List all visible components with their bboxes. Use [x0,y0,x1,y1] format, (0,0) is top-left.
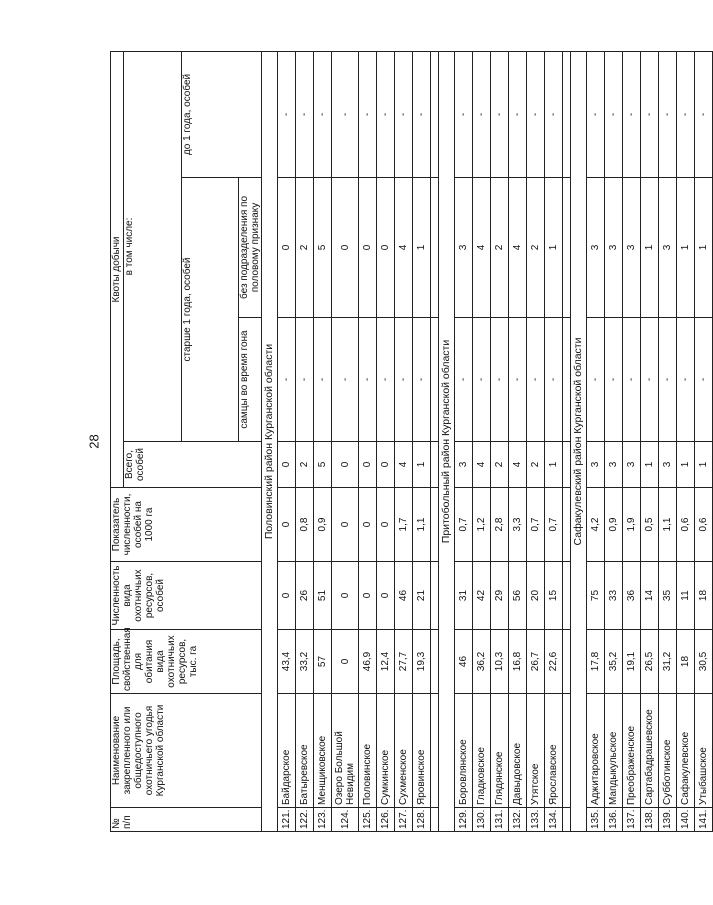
hunting-ground-name: Батыревское [296,694,314,808]
quota-table [110,51,713,832]
header-num: № п/п [111,808,262,832]
hunting-ground-name: Сумкинское [377,694,395,808]
population-cell: 75 [587,562,605,630]
under1-cell: - [332,51,359,177]
population-cell: 31 [455,562,473,630]
under1-cell: - [641,51,659,177]
males-rut-cell: - [332,318,359,442]
under1-cell: - [491,51,509,177]
table-row [545,51,563,831]
header-name: Наименование закрепленного или общедоступного охотничьего угодья Курганской области [111,694,262,808]
males-rut-cell: - [377,318,395,442]
density-cell: 0,7 [455,488,473,562]
total-quota-cell: 3 [455,442,473,488]
no-sex-cell: 4 [473,178,491,318]
row-number: 129. [455,808,473,832]
hunting-ground-name: Менщиковское [314,694,332,808]
district-title: Половинский район Курганской области [262,51,278,831]
total-quota-cell: 1 [695,442,713,488]
table-container [110,52,709,832]
total-quota-cell: 1 [545,442,563,488]
gap-cell [431,51,439,177]
row-number: 128. [413,808,431,832]
row-number: 137. [623,808,641,832]
no-sex-cell: 1 [641,178,659,318]
density-cell: 0 [359,488,377,562]
table-row [659,51,677,831]
no-sex-cell: 1 [545,178,563,318]
under1-cell: - [473,51,491,177]
gap-cell [563,318,571,442]
under1-cell: - [677,51,695,177]
gap-cell [563,562,571,630]
males-rut-cell: - [605,318,623,442]
gap-cell [431,318,439,442]
table-row [473,51,491,831]
no-sex-cell: 0 [359,178,377,318]
density-cell: 4,2 [587,488,605,562]
table-header [111,51,262,831]
table-row [377,51,395,831]
page-number: 28 [86,434,102,449]
table-row [527,51,545,831]
area-cell: 46 [455,630,473,694]
population-cell: 0 [359,562,377,630]
gap-cell [431,694,439,808]
row-number: 140. [677,808,695,832]
no-sex-cell: 2 [527,178,545,318]
total-quota-cell: 4 [395,442,413,488]
hunting-ground-name: Гладковское [473,694,491,808]
population-cell: 0 [332,562,359,630]
table-row [623,51,641,831]
hunting-ground-name: Половинское [359,694,377,808]
density-cell: 0,6 [695,488,713,562]
gap-cell [563,488,571,562]
males-rut-cell: - [314,318,332,442]
table-row [587,51,605,831]
under1-cell: - [527,51,545,177]
section-gap [563,51,571,831]
area-cell: 0 [332,630,359,694]
males-rut-cell: - [587,318,605,442]
row-number: 126. [377,808,395,832]
population-cell: 42 [473,562,491,630]
section-gap [431,51,439,831]
rotated-table-area [110,52,709,832]
population-cell: 29 [491,562,509,630]
table-row [695,51,713,831]
no-sex-cell: 0 [278,178,296,318]
males-rut-cell: - [677,318,695,442]
males-rut-cell: - [296,318,314,442]
total-quota-cell: 3 [587,442,605,488]
table-row [641,51,659,831]
population-cell: 33 [605,562,623,630]
header-area: Площадь, свойственная для обитания вида охотничьих ресурсов, тыс. га [111,630,262,694]
hunting-ground-name: Аджитаровское [587,694,605,808]
hunting-ground-name: Озеро Большой Невидим [332,694,359,808]
population-cell: 26 [296,562,314,630]
header-no-sex: без подразделения по половому признаку [239,178,262,318]
hunting-ground-name: Давыдовское [509,694,527,808]
table-row [314,51,332,831]
under1-cell: - [296,51,314,177]
population-cell: 21 [413,562,431,630]
total-quota-cell: 1 [641,442,659,488]
header-population: Численность вида охотничьих ресурсов, особей [111,562,262,630]
density-cell: 1,1 [659,488,677,562]
area-cell: 43,4 [278,630,296,694]
under1-cell: - [314,51,332,177]
area-cell: 18 [677,630,695,694]
density-cell: 1,1 [413,488,431,562]
district-title: Сафакулевский район Курганской области [571,51,587,831]
hunting-ground-name: Сухменское [395,694,413,808]
gap-cell [563,442,571,488]
table-row [332,51,359,831]
males-rut-cell: - [455,318,473,442]
row-number: 132. [509,808,527,832]
total-quota-cell: 1 [677,442,695,488]
total-quota-cell: 2 [527,442,545,488]
no-sex-cell: 3 [659,178,677,318]
row-number: 141. [695,808,713,832]
no-sex-cell: 3 [455,178,473,318]
total-quota-cell: 3 [605,442,623,488]
no-sex-cell: 3 [605,178,623,318]
males-rut-cell: - [509,318,527,442]
total-quota-cell: 3 [659,442,677,488]
density-cell: 3,3 [509,488,527,562]
density-cell: 0,8 [296,488,314,562]
population-cell: 15 [545,562,563,630]
population-cell: 46 [395,562,413,630]
district-title: Притобольный район Курганской области [439,51,455,831]
population-cell: 18 [695,562,713,630]
no-sex-cell: 5 [314,178,332,318]
under1-cell: - [278,51,296,177]
total-quota-cell: 0 [359,442,377,488]
density-cell: 0,5 [641,488,659,562]
total-quota-cell: 0 [377,442,395,488]
population-cell: 11 [677,562,695,630]
hunting-ground-name: Ярославское [545,694,563,808]
table-row [605,51,623,831]
total-quota-cell: 4 [509,442,527,488]
hunting-ground-name: Яровинское [413,694,431,808]
gap-cell [431,630,439,694]
under1-cell: - [455,51,473,177]
row-number: 123. [314,808,332,832]
hunting-ground-name: Утыбашское [695,694,713,808]
males-rut-cell: - [623,318,641,442]
area-cell: 26,5 [641,630,659,694]
population-cell: 0 [377,562,395,630]
hunting-ground-name: Утятское [527,694,545,808]
hunting-ground-name: Сафакулевское [677,694,695,808]
density-cell: 1,2 [473,488,491,562]
under1-cell: - [587,51,605,177]
males-rut-cell: - [359,318,377,442]
population-cell: 56 [509,562,527,630]
table-row [278,51,296,831]
gap-cell [431,562,439,630]
row-number: 127. [395,808,413,832]
row-number: 135. [587,808,605,832]
hunting-ground-name: Сартабадрашевское [641,694,659,808]
no-sex-cell: 2 [491,178,509,318]
under1-cell: - [377,51,395,177]
area-cell: 26,7 [527,630,545,694]
row-number: 136. [605,808,623,832]
gap-cell [431,442,439,488]
row-number: 121. [278,808,296,832]
table-row [509,51,527,831]
males-rut-cell: - [491,318,509,442]
row-number: 134. [545,808,563,832]
males-rut-cell: - [695,318,713,442]
under1-cell: - [413,51,431,177]
table-row [677,51,695,831]
row-number: 124. [332,808,359,832]
density-cell: 0,7 [527,488,545,562]
density-cell: 0 [278,488,296,562]
population-cell: 0 [278,562,296,630]
gap-cell [563,808,571,832]
density-cell: 0 [377,488,395,562]
gap-cell [431,178,439,318]
population-cell: 14 [641,562,659,630]
hunting-ground-name: Субботинское [659,694,677,808]
area-cell: 36,2 [473,630,491,694]
header-including: в том числе: [124,51,182,441]
no-sex-cell: 2 [296,178,314,318]
under1-cell: - [623,51,641,177]
density-cell: 0,9 [605,488,623,562]
density-cell: 1,9 [623,488,641,562]
hunting-ground-name: Глядянское [491,694,509,808]
table-row [455,51,473,831]
header-total: Всего, особей [124,442,262,488]
total-quota-cell: 1 [413,442,431,488]
gap-cell [563,630,571,694]
males-rut-cell: - [641,318,659,442]
row-number: 122. [296,808,314,832]
density-cell: 2,8 [491,488,509,562]
no-sex-cell: 3 [623,178,641,318]
gap-cell [431,488,439,562]
row-number: 133. [527,808,545,832]
males-rut-cell: - [545,318,563,442]
under1-cell: - [695,51,713,177]
no-sex-cell: 1 [413,178,431,318]
total-quota-cell: 5 [314,442,332,488]
area-cell: 27,7 [395,630,413,694]
gap-cell [431,808,439,832]
under1-cell: - [605,51,623,177]
header-males-rut: самцы во время гона [239,318,262,442]
hunting-ground-name: Преображенское [623,694,641,808]
population-cell: 36 [623,562,641,630]
header-under1: до 1 года, особей [181,51,262,177]
area-cell: 19,1 [623,630,641,694]
density-cell: 0,9 [314,488,332,562]
density-cell: 0,7 [545,488,563,562]
area-cell: 30,5 [695,630,713,694]
no-sex-cell: 0 [332,178,359,318]
table-body [262,51,713,831]
density-cell: 0 [332,488,359,562]
under1-cell: - [659,51,677,177]
no-sex-cell: 3 [587,178,605,318]
row-number: 139. [659,808,677,832]
under1-cell: - [395,51,413,177]
under1-cell: - [509,51,527,177]
density-cell: 0,6 [677,488,695,562]
area-cell: 10,3 [491,630,509,694]
header-older1: старше 1 года, особей [181,178,239,442]
total-quota-cell: 0 [332,442,359,488]
total-quota-cell: 2 [296,442,314,488]
gap-cell [563,694,571,808]
hunting-ground-name: Боровлянское [455,694,473,808]
hunting-ground-name: Байдарское [278,694,296,808]
district-row [571,51,587,831]
header-density: Показатель численности, особей на 1000 га [111,488,262,562]
males-rut-cell: - [278,318,296,442]
population-cell: 35 [659,562,677,630]
hunting-ground-name: Мапдыкульское [605,694,623,808]
males-rut-cell: - [413,318,431,442]
area-cell: 35,2 [605,630,623,694]
area-cell: 17,8 [587,630,605,694]
total-quota-cell: 0 [278,442,296,488]
under1-cell: - [545,51,563,177]
area-cell: 12,4 [377,630,395,694]
row-number: 130. [473,808,491,832]
males-rut-cell: - [527,318,545,442]
gap-cell [563,178,571,318]
table-row [296,51,314,831]
no-sex-cell: 1 [695,178,713,318]
population-cell: 51 [314,562,332,630]
area-cell: 33,2 [296,630,314,694]
males-rut-cell: - [659,318,677,442]
table-row [395,51,413,831]
total-quota-cell: 4 [473,442,491,488]
district-row [439,51,455,831]
row-number: 125. [359,808,377,832]
table-row [413,51,431,831]
district-row [262,51,278,831]
no-sex-cell: 4 [509,178,527,318]
males-rut-cell: - [473,318,491,442]
under1-cell: - [359,51,377,177]
row-number: 131. [491,808,509,832]
total-quota-cell: 3 [623,442,641,488]
area-cell: 31,2 [659,630,677,694]
area-cell: 19,3 [413,630,431,694]
total-quota-cell: 2 [491,442,509,488]
no-sex-cell: 1 [677,178,695,318]
table-row [491,51,509,831]
area-cell: 16,8 [509,630,527,694]
row-number: 138. [641,808,659,832]
area-cell: 46,9 [359,630,377,694]
area-cell: 22,6 [545,630,563,694]
area-cell: 57 [314,630,332,694]
gap-cell [563,51,571,177]
population-cell: 20 [527,562,545,630]
table-row [359,51,377,831]
density-cell: 1,7 [395,488,413,562]
no-sex-cell: 4 [395,178,413,318]
no-sex-cell: 0 [377,178,395,318]
males-rut-cell: - [395,318,413,442]
header-quota: Квоты добычи [111,51,124,487]
